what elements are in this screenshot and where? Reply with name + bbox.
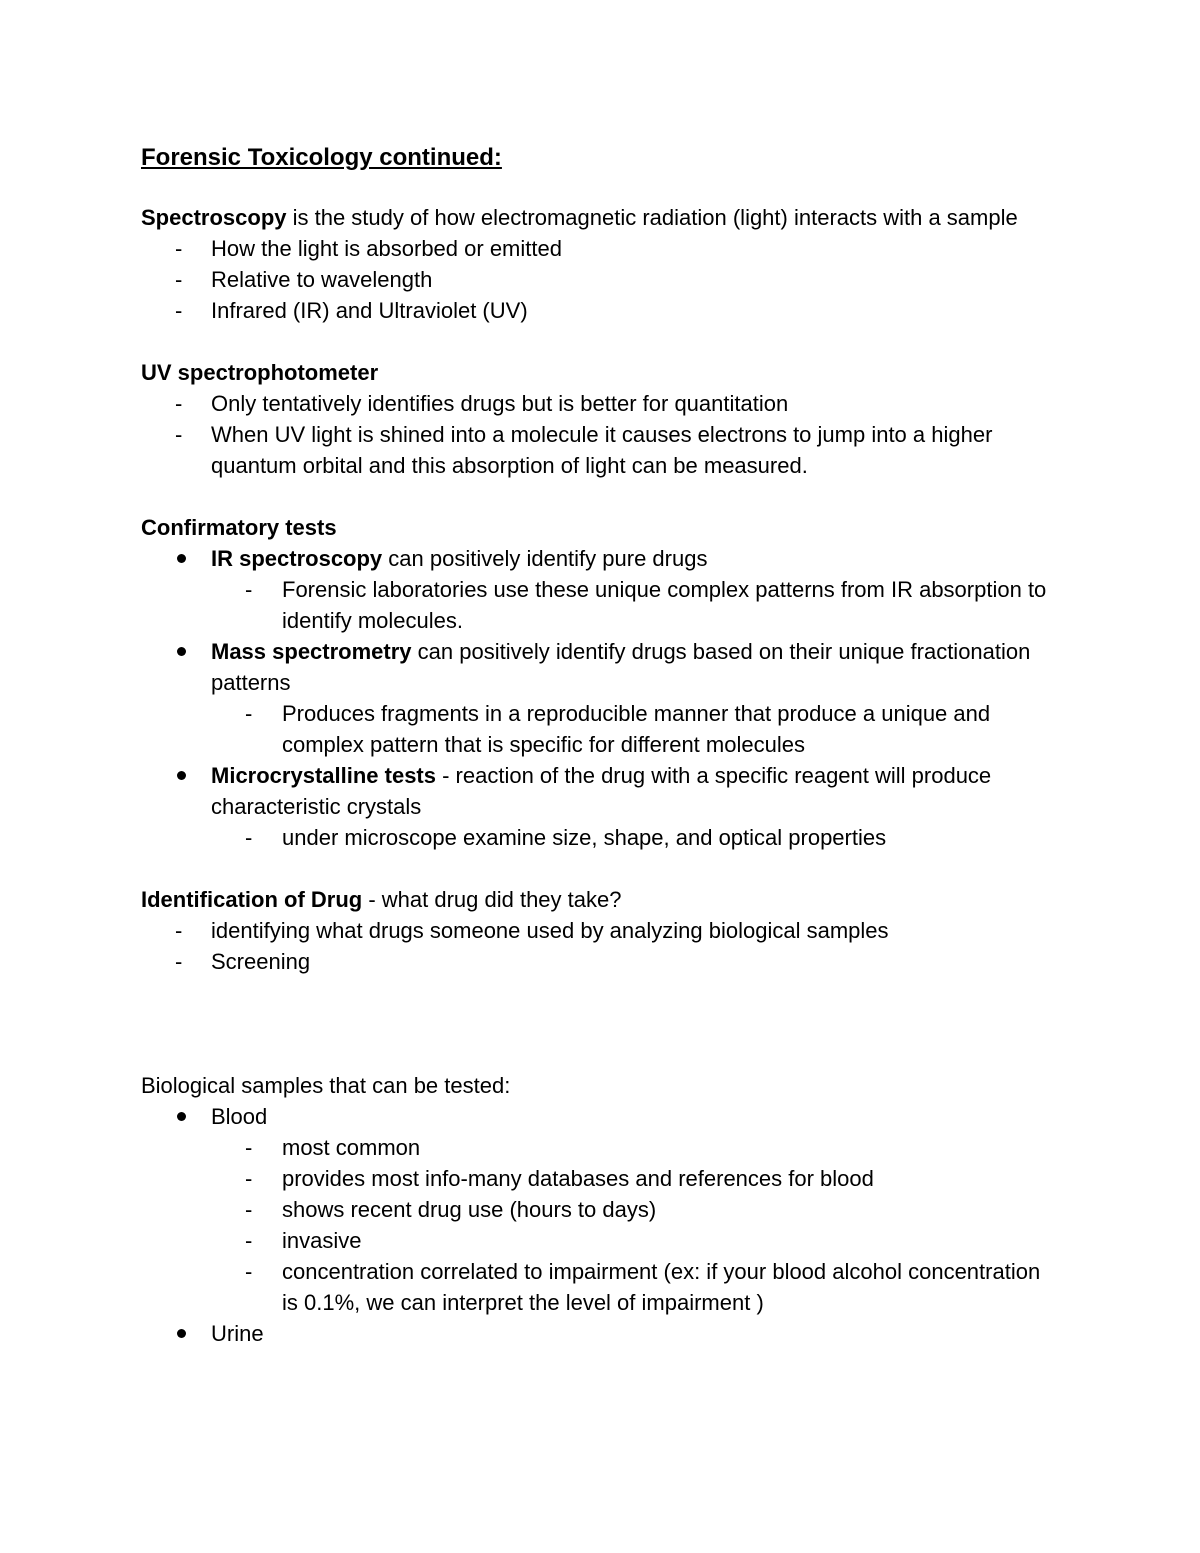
identification-text: - what drug did they take? bbox=[362, 887, 622, 912]
bullet-item bbox=[141, 636, 1061, 698]
sub-list-item-text: provides most info-many databases and references for blood bbox=[282, 1166, 874, 1191]
list-item bbox=[141, 419, 1061, 481]
bullet-term: Mass spectrometry bbox=[211, 639, 412, 664]
list-item-text: When UV light is shined into a molecule it causes electrons to jump into a higher quantum orbital and this absorption of light can be measured. bbox=[211, 422, 993, 478]
sub-list-item-text: shows recent drug use (hours to days) bbox=[282, 1197, 657, 1222]
page-title: Forensic Toxicology continued: bbox=[141, 144, 502, 171]
dash-marker: - bbox=[245, 825, 253, 850]
spectroscopy-definition bbox=[141, 202, 1061, 233]
dash-marker: - bbox=[245, 1135, 253, 1160]
sub-list-item bbox=[141, 1132, 1061, 1163]
spectroscopy-definition-text: is the study of how electromagnetic radiation (light) interacts with a sample bbox=[286, 205, 1018, 230]
sub-list-item bbox=[141, 1194, 1061, 1225]
bullet-item bbox=[141, 760, 1061, 822]
sub-list-item bbox=[141, 698, 1061, 760]
dash-marker: - bbox=[245, 701, 253, 726]
identification-term: Identification of Drug bbox=[141, 887, 363, 912]
confirmatory-heading bbox=[141, 512, 1061, 543]
sub-list-item-text: most common bbox=[282, 1135, 421, 1160]
dash-marker: - bbox=[175, 267, 183, 292]
sub-list-item-text: Produces fragments in a reproducible manner that produce a unique and complex pattern that is specific for different molecules bbox=[282, 701, 991, 757]
bullet-icon bbox=[175, 760, 195, 791]
sub-list-item-text: concentration correlated to impairment (ex: if your blood alcohol concentration is 0.1%, we can interpret the level of impairment ) bbox=[282, 1259, 1041, 1315]
sub-list-item bbox=[141, 822, 1061, 853]
sub-list-item-text: under microscope examine size, shape, and optical properties bbox=[282, 825, 887, 850]
spacer bbox=[141, 326, 1061, 357]
bullet-text: - reaction of the drug with a specific reagent will produce characteristic crystals bbox=[211, 763, 992, 819]
sub-list-item bbox=[141, 1256, 1061, 1318]
bullet-text: Blood bbox=[211, 1104, 268, 1129]
spectroscopy-term: Spectroscopy bbox=[141, 205, 287, 230]
sub-list-item-text: Forensic laboratories use these unique complex patterns from IR absorption to identify molecules. bbox=[282, 577, 1047, 633]
dash-marker: - bbox=[245, 577, 253, 602]
list-item-text: Infrared (IR) and Ultraviolet (UV) bbox=[211, 298, 528, 323]
bullet-text: can positively identify drugs based on their unique fractionation patterns bbox=[211, 639, 1031, 695]
spacer bbox=[141, 481, 1061, 512]
bullet-term: IR spectroscopy bbox=[211, 546, 383, 571]
dash-marker: - bbox=[245, 1166, 253, 1191]
dash-marker: - bbox=[175, 918, 183, 943]
dash-marker: - bbox=[175, 949, 183, 974]
list-item bbox=[141, 264, 1061, 295]
bullet-icon bbox=[175, 1318, 195, 1349]
list-item bbox=[141, 946, 1061, 977]
bullet-text: Urine bbox=[211, 1321, 264, 1346]
bullet-icon bbox=[175, 1101, 195, 1132]
uv-heading-text: UV spectrophotometer bbox=[141, 360, 379, 385]
list-item-text: Screening bbox=[211, 949, 311, 974]
bullet-term: Microcrystalline tests bbox=[211, 763, 436, 788]
confirmatory-heading-text: Confirmatory tests bbox=[141, 515, 337, 540]
dash-marker: - bbox=[245, 1259, 253, 1284]
list-item bbox=[141, 915, 1061, 946]
list-item bbox=[141, 295, 1061, 326]
bullet-item bbox=[141, 543, 1061, 574]
list-item-text: Only tentatively identifies drugs but is better for quantitation bbox=[211, 391, 789, 416]
uv-heading bbox=[141, 357, 1061, 388]
sub-list-item bbox=[141, 1225, 1061, 1256]
dash-marker: - bbox=[175, 298, 183, 323]
dash-marker: - bbox=[175, 391, 183, 416]
list-item-text: identifying what drugs someone used by analyzing biological samples bbox=[211, 918, 889, 943]
dash-marker: - bbox=[175, 236, 183, 261]
biological-heading: Biological samples that can be tested: bbox=[141, 1073, 511, 1098]
spacer bbox=[141, 977, 1061, 1070]
dash-marker: - bbox=[175, 422, 183, 447]
sub-list-item bbox=[141, 1163, 1061, 1194]
list-item-text: Relative to wavelength bbox=[211, 267, 433, 292]
dash-marker: - bbox=[245, 1228, 253, 1253]
list-item bbox=[141, 388, 1061, 419]
dash-marker: - bbox=[245, 1197, 253, 1222]
sub-list-item-text: invasive bbox=[282, 1228, 362, 1253]
list-item-text: How the light is absorbed or emitted bbox=[211, 236, 562, 261]
identification-heading bbox=[141, 884, 1061, 915]
bullet-icon bbox=[175, 543, 195, 574]
bullet-item bbox=[141, 1101, 1061, 1132]
bullet-text: can positively identify pure drugs bbox=[382, 546, 708, 571]
document-page bbox=[141, 140, 1061, 1349]
spacer bbox=[141, 853, 1061, 884]
bullet-icon bbox=[175, 636, 195, 667]
bullet-item bbox=[141, 1318, 1061, 1349]
list-item bbox=[141, 233, 1061, 264]
sub-list-item bbox=[141, 574, 1061, 636]
